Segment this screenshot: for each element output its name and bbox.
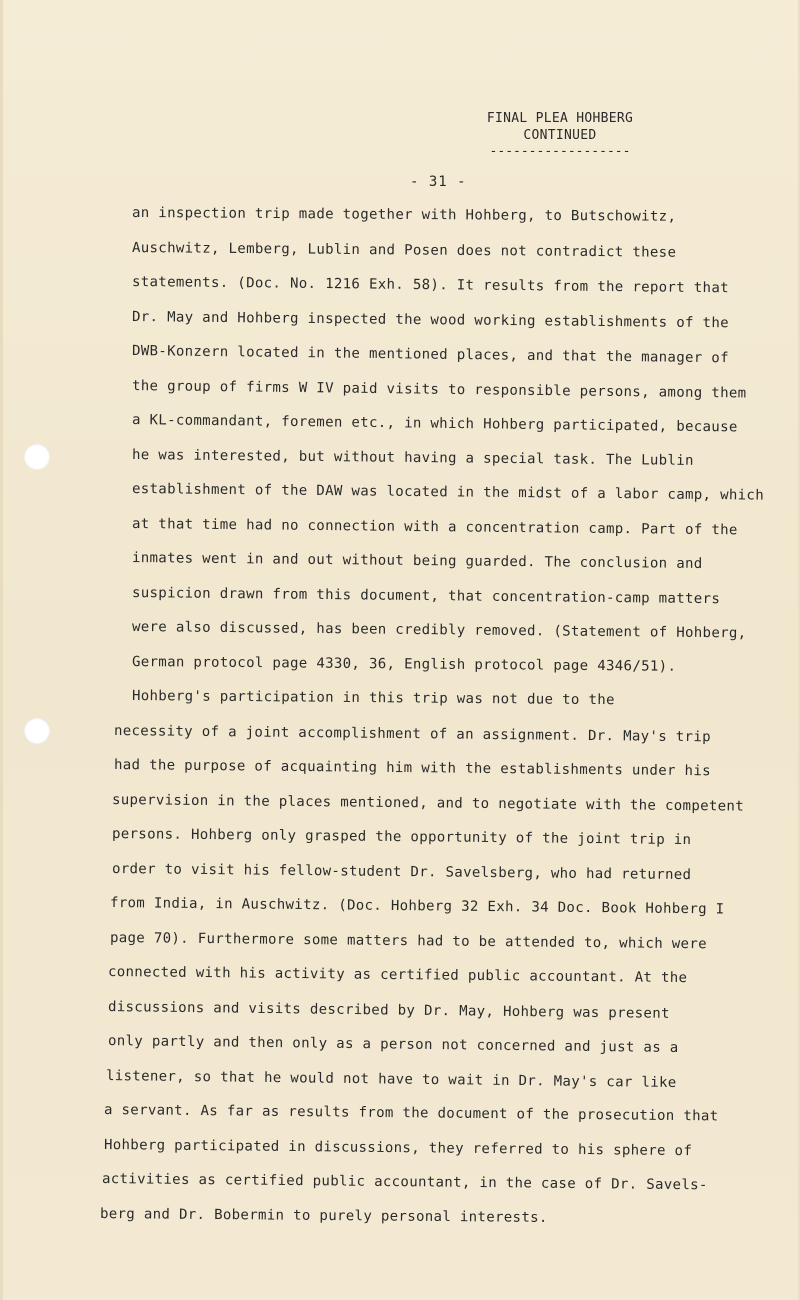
text-line: suspicion drawn from this document, that concentration-camp matters: [131, 584, 721, 607]
text-line: German protocol page 4330, 36, English protocol page 4346/51).: [131, 653, 677, 675]
text-line: berg and Dr. Bobermin to purely personal interests.: [99, 1205, 548, 1226]
text-line: Hohberg participated in discussions, they referred to his sphere of: [103, 1136, 693, 1159]
text-line: only partly and then only as a person not concerned and just as a: [107, 1033, 679, 1056]
text-line: a KL-commandant, foremen etc., in which Hohberg participated, because: [131, 412, 738, 436]
text-line: activities as certified public accountant, in the case of Dr. Savels-: [101, 1171, 708, 1194]
text-line: connected with his activity as certified public accountant. At the: [107, 964, 688, 987]
text-line: Hohberg's participation in this trip was not due to the: [131, 688, 615, 709]
text-line: he was interested, but without having a special task. The Lublin: [131, 446, 694, 469]
text-line: establishment of the DAW was located in the midst of a labor camp, which: [131, 481, 765, 504]
text-line: at that time had no connection with a concentration camp. Part of the: [131, 515, 738, 538]
text-line: statements. (Doc. No. 1216 Exh. 58). It results from the report that: [131, 274, 730, 297]
text-line: the group of firms W IV paid visits to responsible persons, among them: [131, 377, 747, 402]
punch-hole: [24, 718, 50, 744]
text-line: persons. Hohberg only grasped the opportunity of the joint trip in: [111, 826, 692, 849]
text-line: order to visit his fellow-student Dr. Savelsberg, who had returned: [111, 860, 692, 883]
text-line: from India, in Auschwitz. (Doc. Hohberg 32 Exh. 34 Doc. Book Hohberg I: [109, 895, 725, 918]
header-rule: ------------------: [489, 144, 631, 159]
text-line: were also discussed, has been credibly removed. (Statement of Hohberg,: [131, 619, 747, 642]
document-header: [470, 110, 650, 160]
text-line: discussions and visits described by Dr. May, Hohberg was present: [107, 998, 670, 1022]
page-number: - 31 -: [410, 174, 467, 190]
header-subtitle: CONTINUED: [523, 128, 597, 143]
text-line: had the purpose of acquainting him with the establishments under his: [113, 757, 712, 780]
text-line: supervision in the places mentioned, and to negotiate with the competent: [111, 791, 745, 815]
text-line: a servant. As far as results from the document of the prosecution that: [103, 1102, 719, 1125]
text-line: inmates went in and out without being guarded. The conclusion and: [131, 550, 703, 572]
text-line: an inspection trip made together with Hohberg, to Butschowitz,: [131, 205, 677, 225]
text-line: page 70). Furthermore some matters had to be attended to, which were: [109, 929, 708, 952]
punch-hole: [24, 444, 50, 470]
header-title: FINAL PLEA HOHBERG: [486, 111, 634, 126]
text-line: DWB-Konzern located in the mentioned places, and that the manager of: [131, 343, 730, 367]
text-line: Dr. May and Hohberg inspected the wood working establishments of the: [131, 308, 730, 331]
text-line: necessity of a joint accomplishment of an assignment. Dr. May's trip: [113, 722, 712, 745]
text-line: Auschwitz, Lemberg, Lublin and Posen does not contradict these: [131, 239, 677, 261]
document-body: [99, 196, 765, 1231]
text-line: listener, so that he would not have to wait in Dr. May's car like: [105, 1067, 677, 1091]
